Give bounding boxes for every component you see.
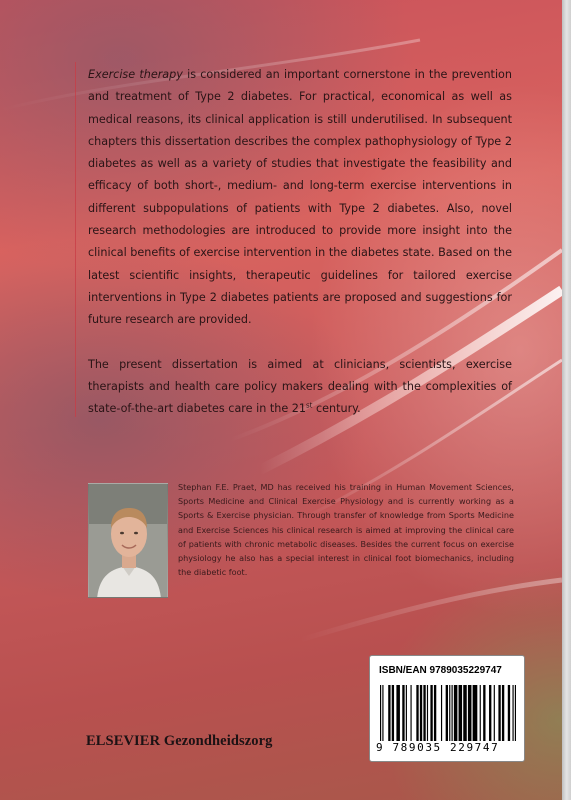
barcode-bar bbox=[423, 685, 425, 741]
ordinal-superscript: st bbox=[306, 401, 313, 410]
barcode-digits: 9 789035 229747 bbox=[376, 741, 500, 754]
barcode-bar bbox=[494, 685, 495, 741]
barcode-bar bbox=[468, 685, 472, 741]
barcode-bar bbox=[483, 685, 485, 741]
barcode-bar bbox=[480, 685, 481, 741]
barcode-bar bbox=[454, 685, 458, 741]
author-photo bbox=[88, 483, 168, 598]
barcode-bar bbox=[459, 685, 463, 741]
barcode-bar bbox=[434, 685, 436, 741]
barcode-bars bbox=[380, 685, 516, 741]
blurb-paragraph-1 bbox=[88, 64, 512, 332]
barcode-bar bbox=[449, 685, 450, 741]
barcode-bar bbox=[489, 685, 491, 741]
barcode-bar bbox=[410, 685, 411, 741]
barcode-bar bbox=[452, 685, 453, 741]
barcode-bar bbox=[502, 685, 504, 741]
author-portrait-image bbox=[89, 484, 168, 598]
blurb-paragraph-2-text: The present dissertation is aimed at clinicians, scientists, exercise therapists and health care policy makers dealing with the complexities of state-of-the-art diabetes care in the 21 bbox=[88, 357, 512, 416]
barcode-bar bbox=[406, 685, 407, 741]
blurb-text bbox=[88, 64, 512, 442]
barcode-bar bbox=[508, 685, 510, 741]
blurb-emphasis: Exercise therapy bbox=[88, 68, 183, 81]
barcode-bar bbox=[402, 685, 404, 741]
blurb-paragraph-2-end: century. bbox=[312, 402, 361, 416]
isbn-text: ISBN/EAN 9789035229747 bbox=[379, 665, 502, 676]
barcode-bar bbox=[420, 685, 422, 741]
author-bio: Stephan F.E. Praet, MD has received his training in Human Movement Sciences, Sports Medicine and Clinical Exercise Physiology and is currently working as a Sports & Exercise physician. Through transfer of knowledge from Sports Medicine and Exercise Sciences his clinical research is aimed at improving the clinical care of patients with chronic metabolic diseases. Besides the current focus on exercise physiology he also has a special interest in clinical foot biomechanics, including the diabetic foot. bbox=[178, 482, 514, 578]
vertical-accent-rule bbox=[75, 62, 76, 417]
barcode-bar bbox=[392, 685, 394, 741]
blurb-paragraph-1-text: is considered an important cornerstone in the prevention and treatment of Type 2 diabetes. For practical, economical as well as medical reasons, its clinical application is still underutilised. In subsequent chapters this dissertation describes the complex pathophysiology of Type 2 diabetes as well as a variety of studies that investigate the feasibility and efficacy of both short-, medium- and long-term exercise interventions in different subpopulations of patients with Type 2 diabetes. Also, novel research methodologies are introduced to provide more insight into the clinical benefits of exercise intervention in the diabetes state. Based on the latest scientific insights, therapeutic guidelines for tailored exercise interventions in Type 2 diabetes patients are proposed and suggestions for future research are provided. bbox=[88, 68, 512, 327]
barcode-bar bbox=[388, 685, 390, 741]
barcode-bar bbox=[463, 685, 467, 741]
barcode-bar bbox=[498, 685, 500, 741]
barcode-bar bbox=[380, 685, 381, 741]
barcode-bar bbox=[416, 685, 418, 741]
publisher-name: ELSEVIER Gezondheidszorg bbox=[86, 733, 273, 749]
barcode-bar bbox=[396, 685, 400, 741]
page-edge bbox=[562, 0, 571, 800]
barcode-bar bbox=[446, 685, 448, 741]
blurb-paragraph-2 bbox=[88, 354, 512, 421]
barcode-bar bbox=[441, 685, 442, 741]
barcode-bar bbox=[427, 685, 428, 741]
barcode-label bbox=[369, 655, 525, 762]
barcode-bar bbox=[512, 685, 513, 741]
barcode-bar bbox=[430, 685, 432, 741]
barcode-bar bbox=[473, 685, 478, 741]
barcode-bar bbox=[515, 685, 516, 741]
barcode-bar bbox=[382, 685, 383, 741]
